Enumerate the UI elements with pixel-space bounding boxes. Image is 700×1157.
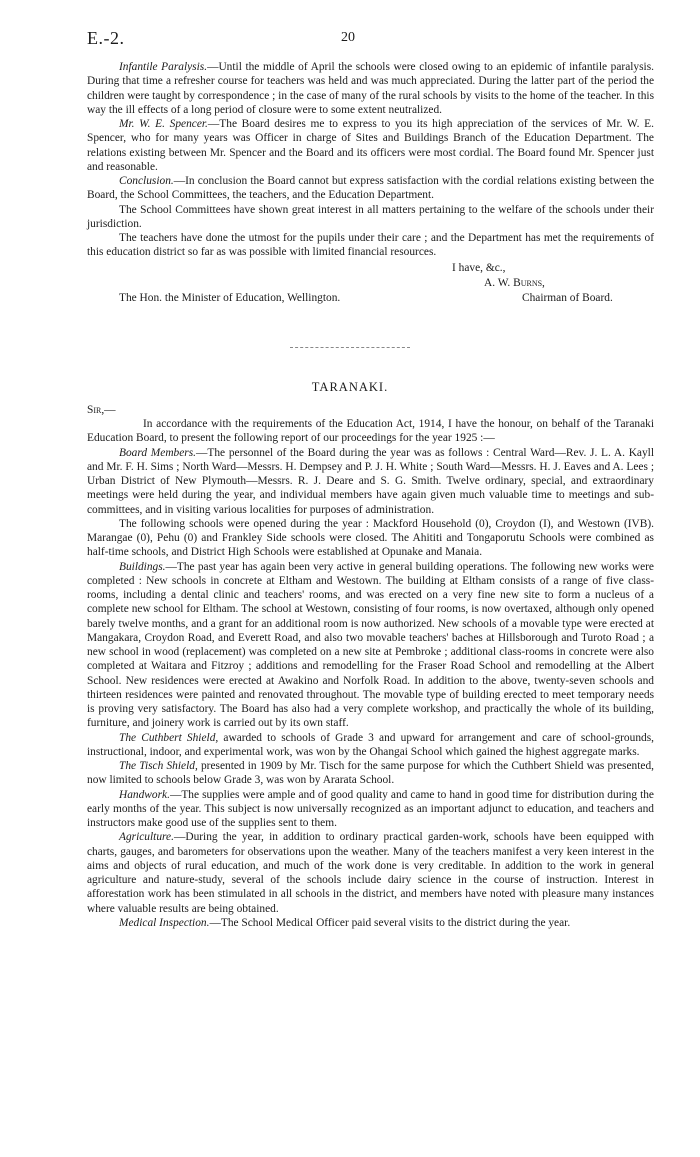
page-number: 20 — [341, 30, 355, 45]
signature-title: Chairman of Board. — [522, 292, 613, 304]
paragraph-heading: Infantile Paralysis. — [119, 61, 208, 73]
paragraph-conclusion — [87, 174, 654, 203]
report-reference: E.-2. — [87, 28, 125, 48]
paragraph-text: awarded to schools of Grade 3 and upward for arrangement and care of school-grounds, instructional, indoor, and experimental work, was won by the Ohangai School which gained the highest aggregate marks. — [87, 731, 654, 758]
paragraph-heading: The Cuthbert Shield, — [119, 731, 219, 744]
paragraph-text: —In conclusion the Board cannot but express satisfaction with the cordial relations existing between the Board, the School Committees, the teachers, and the Education Department. — [87, 175, 654, 202]
paragraph-heading: Agriculture. — [119, 831, 174, 844]
section-divider — [290, 347, 410, 348]
paragraph-introduction: In accordance with the requirements of the Education Act, 1914, I have the honour, on behalf of the Taranaki Education Board, to present the following report of our proceedings for the year 1925 :— — [87, 418, 654, 445]
paragraph-text: —The Board desires me to express to you its high appreciation of the services of Mr. W. E. Spencer, who for many years was Officer in charge of Sites and Buildings Branch of the Education Department. The relations existing between Mr. Spencer and the Board and its officers were most cordial. The Board found Mr. Spencer just and reasonable. — [87, 118, 654, 173]
paragraph-text: —The School Medical Officer paid several visits to the district during the year. — [209, 916, 571, 929]
paragraph-heading: Board Members. — [119, 446, 197, 459]
paragraph-heading: The Tisch Shield, — [119, 760, 198, 772]
closing-line: I have, &c., — [452, 262, 506, 274]
paragraph-medical-inspection — [87, 916, 654, 930]
paragraph-cuthbert-shield — [87, 731, 654, 760]
paragraph-schools-opened: The following schools were opened during the year : Mackford Household (0), Croydon (I), and Westown (IVB). Marangae (0), Pehu (0) and Frankley Side schools were closed. The Ahititi and Tongaporutu Schools were combined as half-time schools, and District High Schools were established at Opunake and Manaia. — [87, 517, 654, 559]
paragraph-heading: Medical Inspection. — [119, 916, 210, 929]
letter-two-body — [87, 403, 654, 930]
paragraph-heading: Handwork. — [119, 788, 170, 801]
paragraph-agriculture — [87, 830, 654, 916]
paragraph-heading: Buildings. — [119, 560, 166, 573]
paragraph-school-committees: The School Committees have shown great interest in all matters pertaining to the welfare of the schools under their jurisdiction. — [87, 203, 654, 230]
paragraph-heading: Mr. W. E. Spencer. — [119, 118, 208, 130]
region-heading: TARANAKI. — [311, 380, 389, 394]
paragraph-board-members — [87, 446, 654, 517]
salutation: Sir,— — [87, 404, 116, 416]
paragraph-text: —During the year, in addition to ordinary practical garden-work, schools have been equipped with charts, gauges, and barometers for observations upon the weather. Many of the teachers manifest a very keen interest in the aims and objects of rural education, and much of the work done is very creditable. In addition to the work in general agriculture and nature-study, several of the schools include dairy science in the course of instruction. Interest in afforestation work has been stimulated in all schools in the district, and members have noted with pleasure many instances where valuable results are being obtained. — [87, 831, 654, 915]
spacer — [87, 403, 654, 417]
paragraph-text: —The supplies were ample and of good quality and came to hand in good time for distribution during the early months of the year. This subject is now universally recognized as an important adjunct to education, and teachers and instructors make good use of the supplies sent to them. — [87, 788, 654, 829]
paragraph-heading: Conclusion. — [119, 175, 174, 187]
signature-name: A. W. Burns, — [484, 277, 545, 289]
paragraph-handwork — [87, 788, 654, 831]
paragraph-text: —Until the middle of April the schools were closed owing to an epidemic of infantile paralysis. During that time a refresher course for teachers was held and was much appreciated. During the latter part of the period the children were taught by correspondence ; in the case of many of the rural schools by visits to the home of the teacher. In this way the ill effects of a long period of closure were to some extent neutralized. — [87, 61, 654, 116]
paragraph-text: —The personnel of the Board during the year was as follows : Central Ward—Rev. J. L. A. Kayll and Mr. F. H. Sims ; North Ward—Messrs. H. Dempsey and P. J. H. White ; South Ward—Messrs. H. J. Eaves and A. Lees ; Urban District of New Plymouth—Messrs. R. J. Deare and S. G. Smith. Twelve ordinary, special, and extraordinary meetings were held during the year, and individual members have again given much valuable time to meetings and sub-committees, and in visiting various localities for purposes of administration. — [87, 446, 655, 516]
letter-one-body — [87, 60, 654, 260]
paragraph-buildings — [87, 560, 654, 731]
paragraph-teachers: The teachers have done the utmost for the pupils under their care ; and the Department has met the requirements of this education district so far as was possible with limited financial resources. — [87, 232, 654, 259]
paragraph-text: —The past year has again been very active in general building operations. The following new works were completed : New schools in concrete at Eltham and Westown. The building at Eltham consists of a range of five class-rooms, including a dental clinic and teachers' rooms, and was erected on a very fine new site to form a nucleus of a complete new school for Eltham. The school at Westown, consisting of four rooms, is now overtaxed, although only opened barely twelve months, and a grant for an additional room is now authorized. New schools of a movable type were erected at Mangakara, Croydon Road, and Everett Road, and also two movable teachers' baches at Hillsborough and Turoto Road ; a new school in wood (replacement) was completed on a new site at Pembroke ; additional class-rooms in concrete were also completed at Waitara and Fitzroy ; additions and remodelling for the Fraser Road School and remodelling at the Albert School. New residences were erected at Awakino and Norfolk Road. In addition to the above, twenty-seven schools and thirteen residences were painted and renovated throughout. The movable type of building erected to meet temporary needs is proving very satisfactory. The Board has also had a very complete workshop, and practically the whole of its building, furniture, and joinery work is carried out by its own staff. — [87, 560, 654, 730]
paragraph-text: presented in 1909 by Mr. Tisch for the same purpose for which the Cuthbert Shield was presented, now limited to schools below Grade 3, was won by Ararata School. — [87, 760, 654, 787]
addressee: The Hon. the Minister of Education, Wellington. — [119, 292, 341, 304]
paragraph-tisch-shield — [87, 759, 654, 788]
paragraph-infantile-paralysis — [87, 60, 654, 117]
paragraph-mr-spencer — [87, 117, 654, 174]
